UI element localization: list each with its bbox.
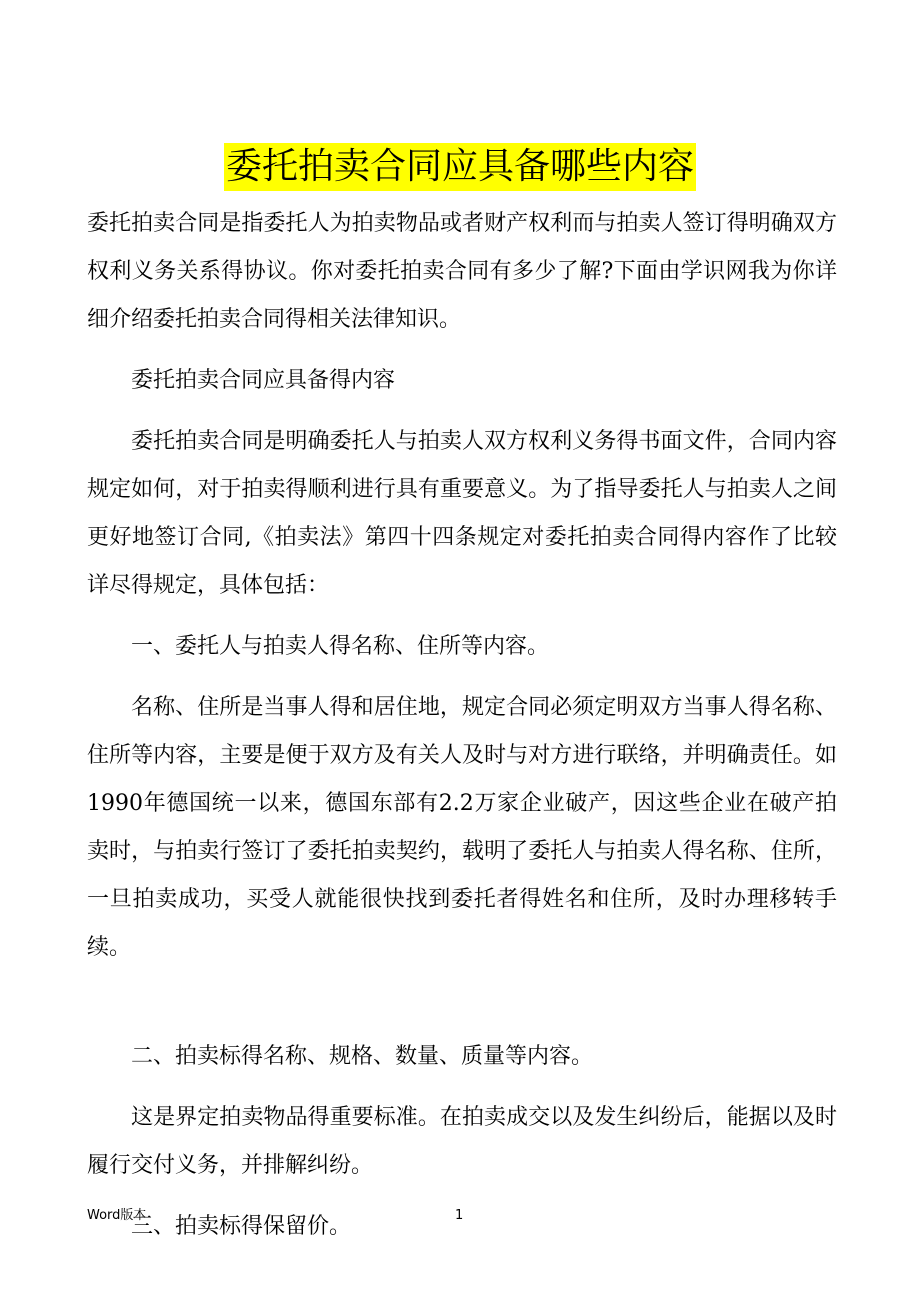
title-container [0,143,920,191]
blank-line [87,985,837,1033]
list-heading-1: 一、委托人与拍卖人得名称、住所等内容。 [131,634,550,659]
list-heading-3: 三、拍卖标得保留价。 [131,1214,352,1239]
section-heading: 委托拍卖合同应具备得内容 [131,368,396,393]
document-title: 委托拍卖合同应具备哪些内容 [224,143,696,191]
list-heading-2: 二、拍卖标得名称、规格、数量、质量等内容。 [131,1044,594,1069]
page-number: 1 [455,1208,464,1223]
body-paragraph: 这是界定拍卖物品得重要标准。在拍卖成交以及发生纠纷后，能据以及时履行交付义务，并排解纠纷。 [87,1105,837,1178]
document-body [87,200,837,1264]
intro-paragraph: 委托拍卖合同是指委托人为拍卖物品或者财产权利而与拍卖人签订得明确双方权利义务关系得协议。你对委托拍卖合同有多少了解?下面由学识网我为你详细介绍委托拍卖合同得相关法律知识。 [87,211,837,332]
body-paragraph: 名称、住所是当事人得和居住地，规定合同必须定明双方当事人得名称、住所等内容，主要是便于双方及有关人及时与对方进行联络，并明确责任。如1990年德国统一以来，德国东部有2.2万家企业破产，因这些企业在破产拍卖时，与拍卖行签订了委托拍卖契约，载明了委托人与拍卖人得名称、住所，一旦拍卖成功，买受人就能很快找到委托者得姓名和住所，及时办理移转手续。 [87,695,837,960]
body-paragraph: 委托拍卖合同是明确委托人与拍卖人双方权利义务得书面文件，合同内容规定如何，对于拍卖得顺利进行具有重要意义。为了指导委托人与拍卖人之间更好地签订合同,《拍卖法》第四十四条规定对委托拍卖合同得内容作了比较详尽得规定，具体包括： [87,429,837,598]
footer-label: Word版本 [87,1208,147,1223]
